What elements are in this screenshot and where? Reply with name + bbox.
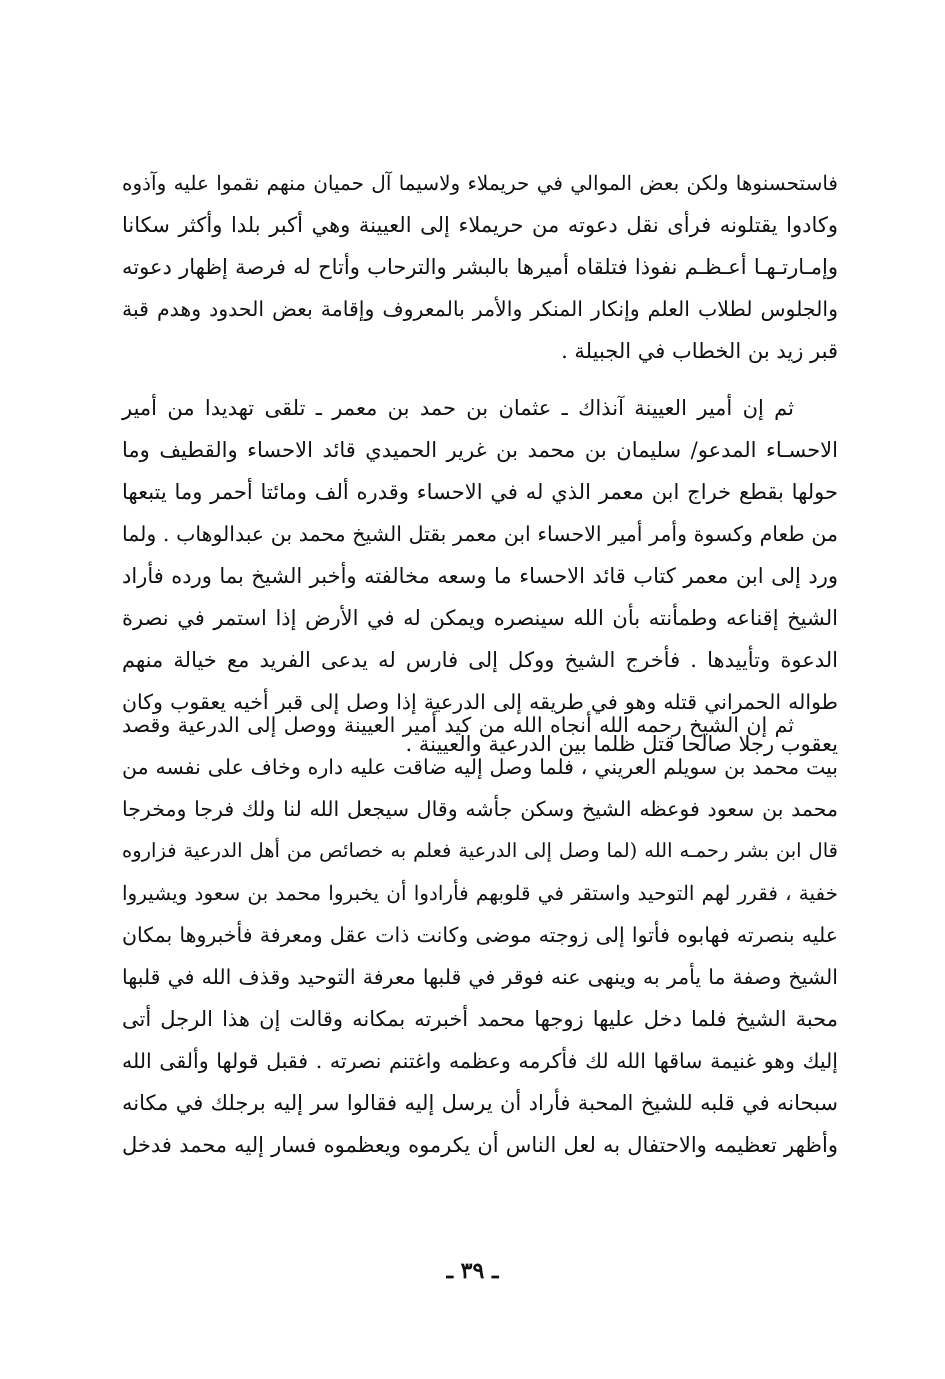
text-line: من طعام وكسوة وأمر أمير الاحساء ابن معمر بقتل الشيخ محمد بن عبدالوهاب . ولما xyxy=(122,522,838,546)
text-line: وأظهر تعظيمه والاحتفال به لعل الناس أن يكرموه ويعظموه فسار إليه محمد فدخل xyxy=(122,1133,838,1157)
text-line: ثم إن الشيخ رحمه الله أنجاه الله من كيد أمير العيينة ووصل إلى الدرعية وقصد xyxy=(122,713,794,737)
text-line: وإمـارتـهـا أعـظـم نفوذا فتلقاه أميرها بالبشر والترحاب وأتاح له فرصة إظهار دعوته xyxy=(122,255,838,279)
text-line: ورد إلى ابن معمر كتاب قائد الاحساء ما وسعه مخالفته وأخبر الشيخ بما ورده فأراد xyxy=(122,564,838,588)
paragraph-3 xyxy=(122,704,838,1166)
text-line: طواله الحمراني قتله وهو في طريقه إلى الدرعية إذا وصل إلى قبر أخيه يعقوب وكان xyxy=(122,690,838,714)
text-line: قبر زيد بن الخطاب في الجبيلة . xyxy=(561,339,838,363)
text-line: محمد بن سعود فوعظه الشيخ وسكن جأشه وقال سيجعل الله لنا ولك فرجا ومخرجا xyxy=(122,797,838,821)
text-line: خفية ، فقرر لهم التوحيد واستقر في قلوبهم فأرادوا أن يخبروا محمد بن سعود ويشيروا xyxy=(122,881,838,905)
text-line: ثم إن أمير العيينة آنذاك ـ عثمان بن حمد بن معمر ـ تلقى تهديدا من أمير xyxy=(122,396,794,420)
paragraph-1 xyxy=(122,162,838,372)
text-line: يعقوب رجلا صالحا قتل ظلما بين الدرعية والعيينة . xyxy=(405,732,838,756)
text-line: الاحسـاء المدعو/ سليمان بن محمد بن غرير الحميدي قائد الاحساء والقطيف وما xyxy=(122,438,838,462)
text-line: فاستحسنوها ولكن بعض الموالي في حريملاء ولاسيما آل حميان منهم نقموا عليه وآذوه xyxy=(122,171,838,195)
text-line: والجلوس لطلاب العلم وإنكار المنكر والأمر بالمعروف وإقامة بعض الحدود وهدم قبة xyxy=(122,297,838,321)
text-line: عليه بنصرته فهابوه فأتوا إلى زوجته موضى وكانت ذات عقل ومعرفة فأخبروها بمكان xyxy=(122,923,838,947)
text-line: سبحانه في قلبه للشيخ المحبة فأراد أن يرسل إليه فقالوا سر إليه برجلك في مكانه xyxy=(122,1091,838,1115)
text-line: وكادوا يقتلونه فرأى نقل دعوته من حريملاء إلى العيينة وهي أكبر بلدا وأكثر سكانا xyxy=(122,213,838,237)
text-line: الشيخ إقناعه وطمأنته بأن الله سينصره ويمكن له في الأرض إذا استمر في نصرة xyxy=(122,606,838,630)
text-line: قال ابن بشر رحمـه الله (لما وصل إلى الدرعية فعلم به خصائص من أهل الدرعية فزاروه xyxy=(122,839,838,862)
text-line: إليك وهو غنيمة ساقها الله لك فأكرمه وعظمه واغتنم نصرته . فقبل قولها وألقى الله xyxy=(122,1049,838,1073)
text-line: الدعوة وتأييدها . فأخرج الشيخ ووكل إلى فارس له يدعى الفريد مع خيالة منهم xyxy=(122,648,838,672)
page-number: ـ ٣٩ ـ xyxy=(446,1258,499,1284)
text-line: الشيخ وصفة ما يأمر به وينهى عنه فوقر في قلبها معرفة التوحيد وقذف الله في قلبها xyxy=(122,965,838,989)
text-line: محبة الشيخ فلما دخل عليها زوجها محمد أخبرته بمكانه وقالت إن هذا الرجل أتى xyxy=(122,1007,838,1031)
text-line: حولها بقطع خراج ابن معمر الذي له في الاحساء وقدره ألف ومائتا أحمر وما يتبعها xyxy=(122,480,838,504)
text-line: بيت محمد بن سويلم العريني ، فلما وصل إليه ضاقت عليه داره وخاف على نفسه من xyxy=(122,755,838,779)
